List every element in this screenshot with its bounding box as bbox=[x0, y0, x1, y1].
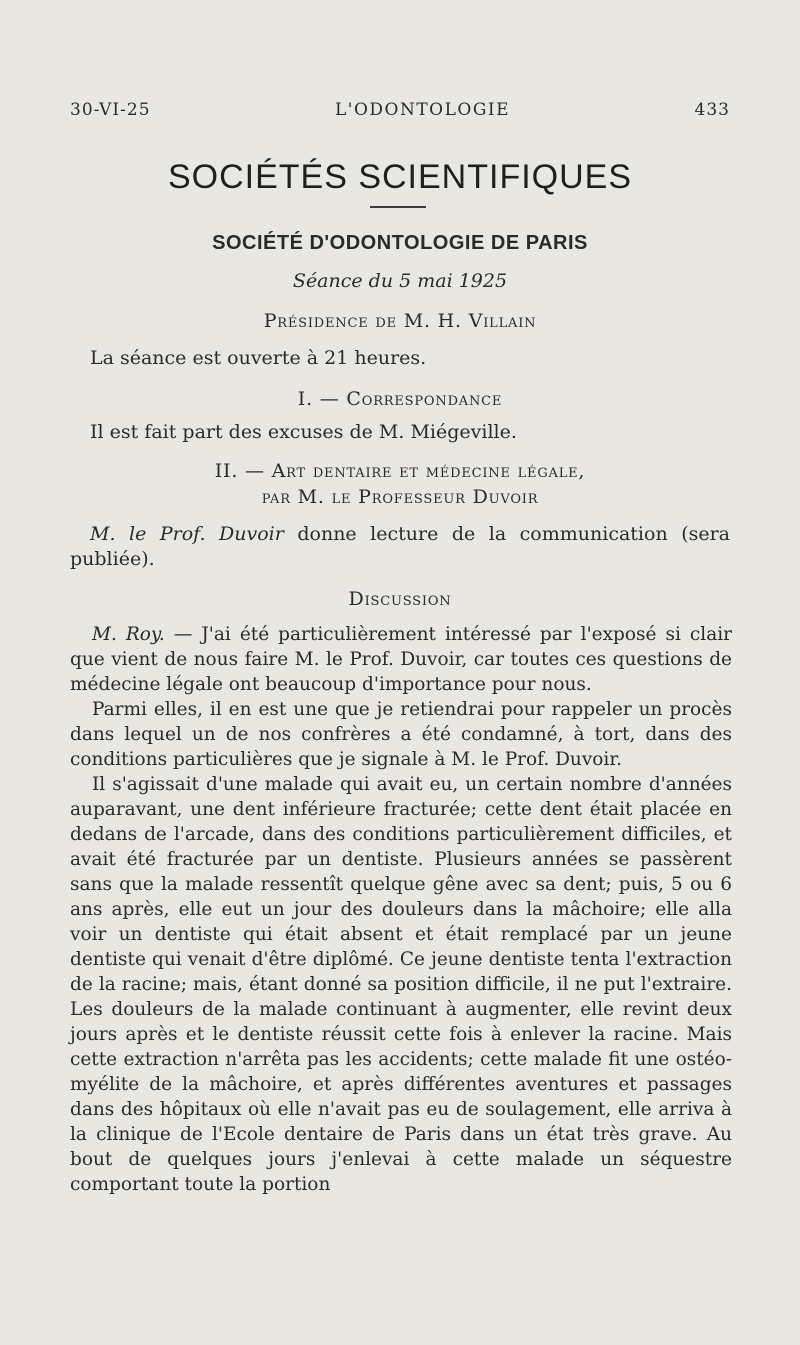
issue-date: 30-VI-25 bbox=[70, 100, 151, 120]
discussion-paragraph-2: Parmi elles, il en est une que je retiendrai pour rappeler un procès dans lequel un de nos confrères a été condamné, à tort, dans des conditions particulières que je signale à M. le Prof. Duvoir. bbox=[70, 699, 732, 770]
item2-heading-line2: par M. le Professeur Duvoir bbox=[261, 486, 539, 508]
section-title: SOCIÉTÉS SCIENTIFIQUES bbox=[167, 158, 633, 196]
discussion-p1-text: — J'ai été particulièrement intéressé par l'exposé si clair que vient de nous faire M. le Prof. Duvoir, car toutes ces questions de médecine légale ont beaucoup d'importance pour nous. bbox=[70, 624, 732, 695]
item2-paragraph bbox=[70, 522, 730, 572]
presidency-line: Présidence de M. H. Villain bbox=[263, 310, 537, 332]
item2-text: donne lecture de la communication (sera publiée). bbox=[70, 523, 731, 570]
journal-title: L'ODONTOLOGIE bbox=[335, 100, 511, 120]
item2-speaker: M. le Prof. Duvoir bbox=[90, 523, 284, 545]
discussion-heading: Discussion bbox=[348, 588, 452, 610]
running-header bbox=[70, 100, 730, 120]
discussion-speaker: M. Roy. bbox=[92, 624, 165, 645]
item1-heading: I. — Correspondance bbox=[297, 388, 503, 410]
discussion-paragraph-3: Il s'agissait d'une malade qui avait eu, un certain nombre d'années auparavant, une dent inférieure fracturée; cette dent était placée en dedans de l'arcade, dans des conditions particulièrement difficiles, et avait été fracturée par un dentiste. Plusieurs années se passèrent sans que la malade ressentît quelque gêne avec sa dent; puis, 5 ou 6 ans après, elle eut un jour des douleurs dans la mâchoire; elle alla voir un dentiste qui était absent et était remplacé par un jeune dentiste qui venait d'être diplômé. Ce jeune dentiste tenta l'extraction de la racine; mais, étant donné sa position difficile, il ne put l'extraire. Les douleurs de la malade continuant à augmenter, elle revint deux jours après et le dentiste réussit cette fois à enlever la racine. Mais cette extraction n'arrêta pas les accidents; cette malade fit une ostéo-myélite de la mâchoire, et après différentes aventures et passages dans des hôpitaux où elle n'avait pas eu de soulagement, elle arriva à la clinique de l'Ecole dentaire de Paris dans un état très grave. Au bout de quelques jours j'enlevai à cette malade un séquestre comportant toute la portion bbox=[70, 774, 732, 1195]
discussion-paragraph-1 bbox=[70, 622, 732, 697]
page-number: 433 bbox=[694, 100, 730, 120]
discussion-body bbox=[70, 622, 732, 1197]
item2-heading-line1: II. — Art dentaire et médecine légale, bbox=[214, 460, 586, 482]
opening-line: La séance est ouverte à 21 heures. bbox=[90, 347, 427, 369]
society-heading: SOCIÉTÉ D'ODONTOLOGIE DE PARIS bbox=[212, 232, 588, 254]
title-rule bbox=[370, 206, 426, 208]
item1-text: Il est fait part des excuses de M. Miégeville. bbox=[90, 421, 517, 443]
session-date: Séance du 5 mai 1925 bbox=[292, 270, 508, 292]
